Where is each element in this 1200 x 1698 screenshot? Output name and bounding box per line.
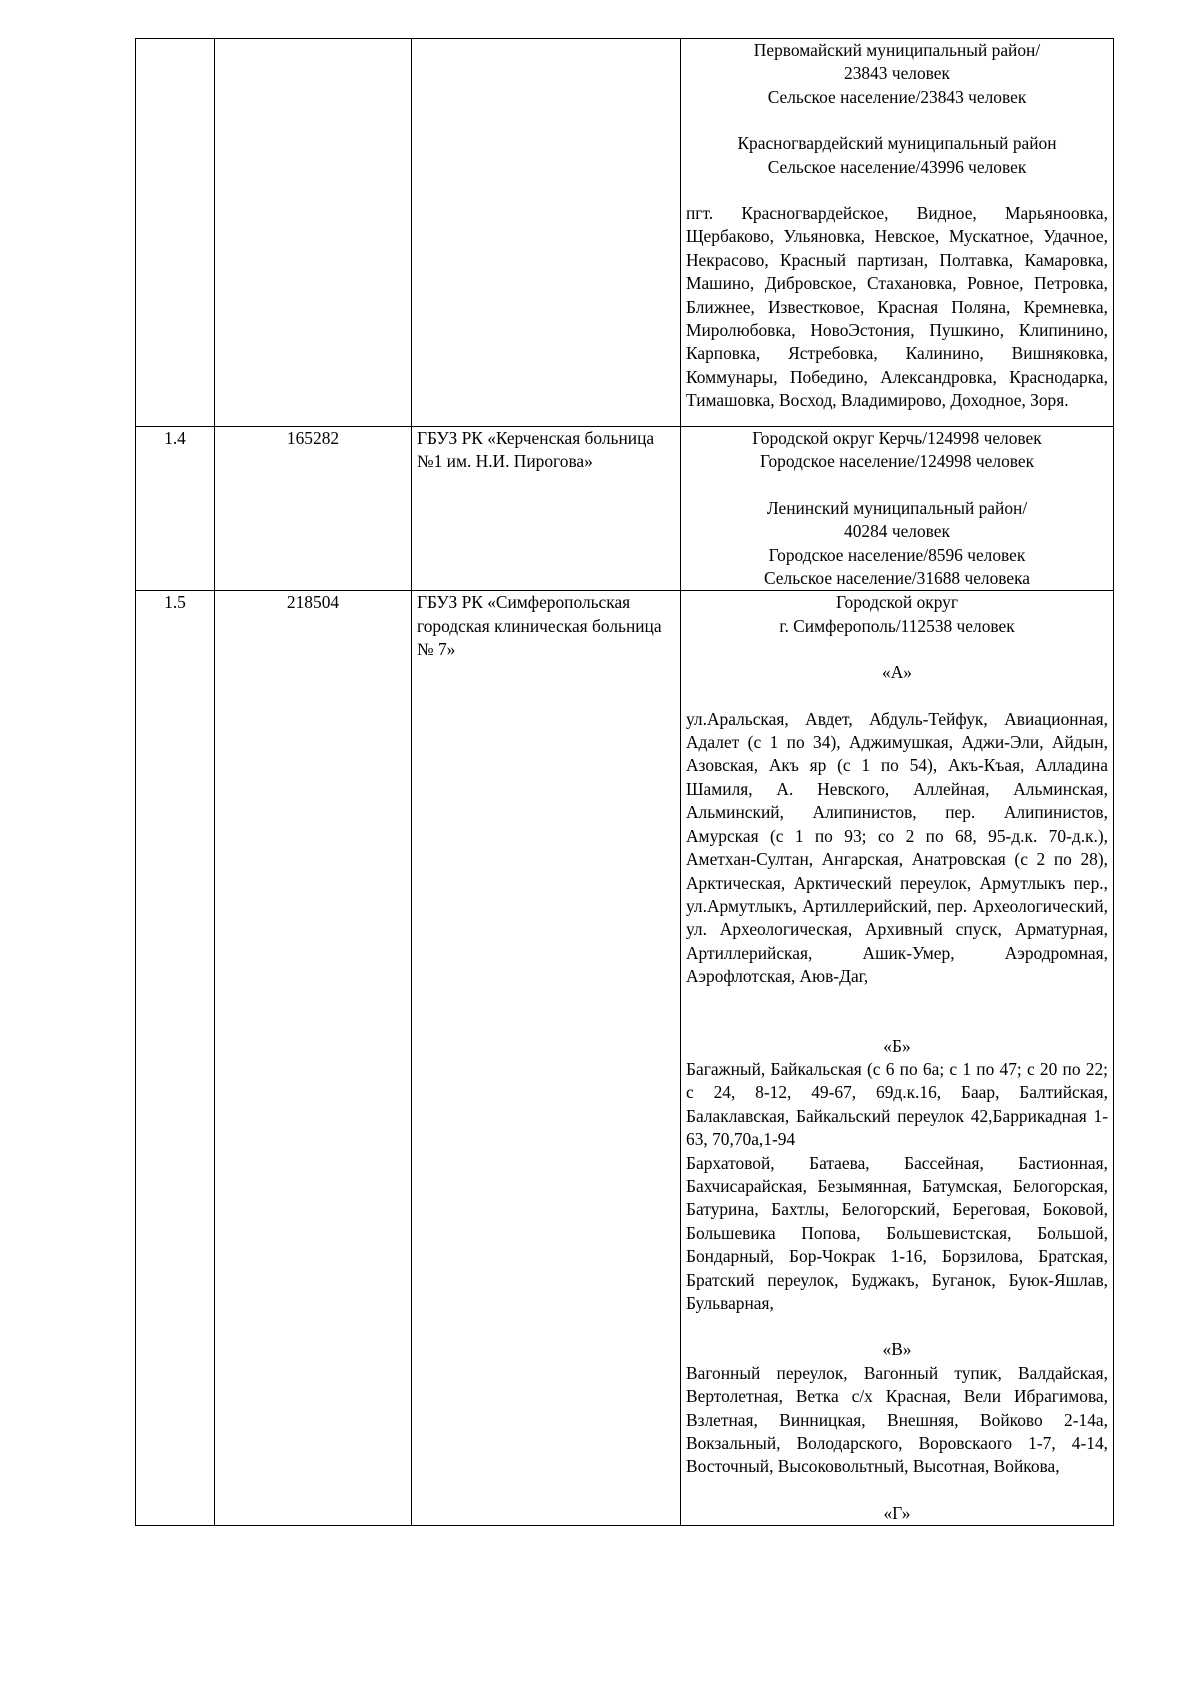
row-number-cell: 1.5: [136, 591, 215, 1526]
letter-heading-g: «Г»: [883, 1502, 911, 1523]
text-line: Городской округ: [835, 592, 959, 613]
text-line: Сельское население/43996 человек: [767, 156, 1027, 177]
text-line: 40284 человек: [844, 521, 950, 542]
table-row: [136, 591, 1114, 1526]
settlements-list: пгт. Красногвардейское, Видное, Марьяноовка, Щербаково, Ульяновка, Невское, Мускатное, Удачное, Некрасово, Красный партизан, Полтавка, Камаровка, Машино, Дибровское, Стахановка, Ровное, Петровка, Ближнее, Известковое, Красная Поляна, Кремневка, Миролюбовка, НовоЭстония, Пушкино, Клипинино, Карповка, Ястребовка, Калинино, Вишняковка, Коммунары, Побединo, Александровка, Краснодарка, Тимашовка, Восход, Владимирово, Доходное, Зоря.: [686, 203, 1108, 411]
streets-list-b: Багажный, Байкальская (с 6 по 6а; с 1 по 47; с 20 по 22; с 24, 8-12, 49-67, 69д.к.16, Баар, Балтийская, Балаклавская, Байкальский переулок 42,Баррикадная 1-63, 70,70а,1-94: [686, 1058, 1108, 1150]
text-line: Городское население/8596 человек: [768, 544, 1026, 565]
district-block: [686, 591, 1108, 638]
text-line: Красногвардейский муниципальный район: [737, 133, 1057, 154]
text-line: Городской округ Керчь/124998 человек: [752, 428, 1042, 448]
table-row: [136, 427, 1114, 591]
streets-list-a: ул.Аральская, Авдет, Абдуль-Тейфук, Авиационная, Адалет (с 1 по 34), Аджимушкая, Аджи-Эли, Айдын, Азовская, Акъ яр (с 1 по 54), Акъ-Къая, Алладина Шамиля, А. Невского, Аллейная, Альминская, Альминский, Алипинистов, пер. Алипинистов, Амурская (с 1 по 93; со 2 по 68, 95-д.к. 70-д.к.), Аметхан-Султан, Ангарская, Анатровская (с 2 по 28), Арктическая, Арктический переулок, Армутлыкъ пер., ул.Армутлыкъ, Артиллерийский, пер. Археологический, ул. Археологическая, Архивный спуск, Арматурная, Артиллерийская, Ашик-Умер, Аэродромная, Аэрофлотская, Аюв-Даг,: [686, 708, 1108, 987]
letter-heading-b: «Б»: [883, 1035, 911, 1056]
text-line: Первомайский муниципальный район/: [753, 40, 1041, 60]
streets-list-v: Вагонный переулок, Вагонный тупик, Валдайская, Вертолетная, Ветка с/х Красная, Вели Ибрагимова, Взлетная, Винницкая, Внешняя, Войково 2-14а, Вокзальный, Володарского, Воровскаого 1-7, 4-14, Восточный, Высоковольтный, Высотная, Войкова,: [686, 1362, 1108, 1477]
row-number-cell: 1.4: [136, 427, 215, 591]
letter-heading-a: «А»: [882, 662, 912, 683]
letter-heading-v: «В»: [882, 1339, 912, 1360]
territory-cell: [681, 591, 1114, 1526]
text-line: Ленинский муниципальный район/: [766, 497, 1028, 518]
organization-cell: [412, 39, 681, 427]
code-cell: 165282: [215, 427, 412, 591]
text-line: г. Симферополь/112538 человек: [779, 615, 1015, 636]
organization-cell: ГБУЗ РК «Керченская больница №1 им. Н.И. Пирогова»: [412, 427, 681, 591]
organization-cell: ГБУЗ РК «Симферопольская городская клиническая больница № 7»: [412, 591, 681, 1526]
allocation-table: [135, 38, 1114, 1526]
district-block: [686, 132, 1108, 179]
territory-cell: [681, 427, 1114, 591]
text-line: Сельское население/31688 человека: [763, 568, 1031, 589]
district-block: [686, 427, 1108, 474]
table-row: [136, 39, 1114, 427]
text-line: Городское население/124998 человек: [759, 451, 1035, 472]
district-block: [686, 39, 1108, 109]
row-number-cell: [136, 39, 215, 427]
code-cell: 218504: [215, 591, 412, 1526]
district-block: [686, 497, 1108, 591]
streets-list-b-cont: Бархатовой, Батаева, Бассейная, Бастионная, Бахчисарайская, Безымянная, Батумская, Белогорская, Батурина, Бахтлы, Белогорский, Береговая, Боковой, Большевика Попова, Большевистская, Большой, Бондарный, Бор-Чокрак 1-16, Борзилова, Братская, Братский переулок, Буджакъ, Буганок, Буюк-Яшлав, Бульварная,: [686, 1152, 1108, 1313]
territory-cell: [681, 39, 1114, 427]
text-line: 23843 человек: [844, 63, 950, 84]
text-line: Сельское население/23843 человек: [767, 86, 1027, 107]
code-cell: [215, 39, 412, 427]
